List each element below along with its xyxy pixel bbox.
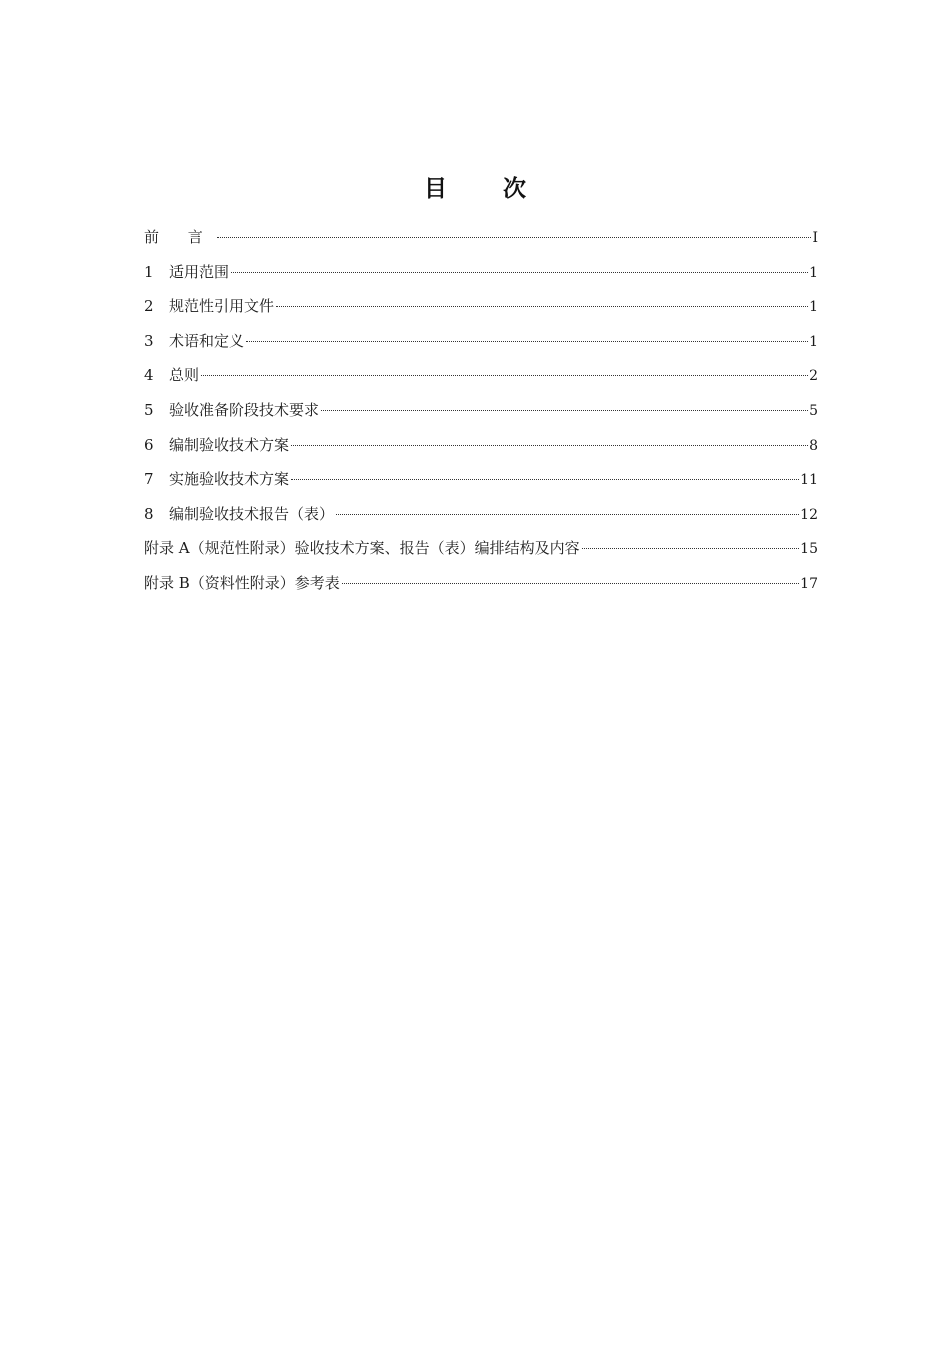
toc-entry-page: 1 [809,264,818,281]
toc-entry-label: 适用范围 [169,262,230,281]
toc-dot-leader [342,583,799,584]
toc-entry-label: 编制验收技术方案 [169,435,290,454]
toc-entry-number: 5 [144,400,154,419]
toc-entry-page: 12 [800,506,818,523]
toc-entry-number: 4 [144,366,154,385]
toc-entry-label: 术语和定义 [169,331,245,350]
toc-entry-page: 11 [800,472,818,489]
toc-entry-3[interactable] [144,326,818,361]
toc-entry-appendix-a[interactable] [144,533,818,568]
toc-entry-label: 前 言 [144,228,215,246]
toc-entry-5[interactable] [144,395,818,430]
toc-entry-label: 附录 B（资料性附录）参考表 [144,573,340,592]
toc-entry-label: 总则 [169,366,200,385]
toc-dot-leader [276,306,808,307]
toc-entry-number: 3 [144,331,154,350]
toc-entry-page: 1 [809,333,818,350]
toc-entry-number: 8 [144,504,154,523]
toc-dot-leader [291,479,799,480]
toc-entry-number: 1 [144,262,154,281]
toc-entry-preface[interactable] [144,222,818,257]
toc-entry-page: I [812,230,818,246]
toc-entry-page: 15 [800,541,818,558]
toc-dot-leader [321,410,808,411]
toc-entry-label: 实施验收技术方案 [169,470,290,489]
toc-entry-page: 17 [800,575,818,592]
toc-entry-4[interactable] [144,360,818,395]
toc-dot-leader [201,375,808,376]
toc-dot-leader [231,272,808,273]
toc-entry-number: 2 [144,297,154,316]
toc-dot-leader [217,237,812,238]
toc-entry-appendix-b[interactable] [144,568,818,603]
toc-entry-2[interactable] [144,291,818,326]
toc-entry-page: 2 [809,368,818,385]
toc-entry-page: 1 [809,299,818,316]
toc-entry-6[interactable] [144,430,818,465]
toc-list [144,222,818,603]
toc-entry-1[interactable] [144,257,818,292]
toc-entry-7[interactable] [144,464,818,499]
toc-entry-page: 5 [809,402,818,419]
toc-dot-leader [336,514,799,515]
toc-entry-number: 7 [144,470,154,489]
toc-dot-leader [246,341,808,342]
toc-entry-label: 编制验收技术报告（表） [169,504,335,523]
toc-entry-8[interactable] [144,499,818,534]
toc-dot-leader [582,548,800,549]
toc-entry-label: 附录 A（规范性附录）验收技术方案、报告（表）编排结构及内容 [144,539,580,558]
toc-entry-label: 验收准备阶段技术要求 [169,400,320,419]
toc-dot-leader [291,445,808,446]
toc-entry-page: 8 [809,437,818,454]
toc-entry-number: 6 [144,435,154,454]
toc-entry-label: 规范性引用文件 [169,297,275,316]
toc-title: 目 次 [423,176,550,202]
